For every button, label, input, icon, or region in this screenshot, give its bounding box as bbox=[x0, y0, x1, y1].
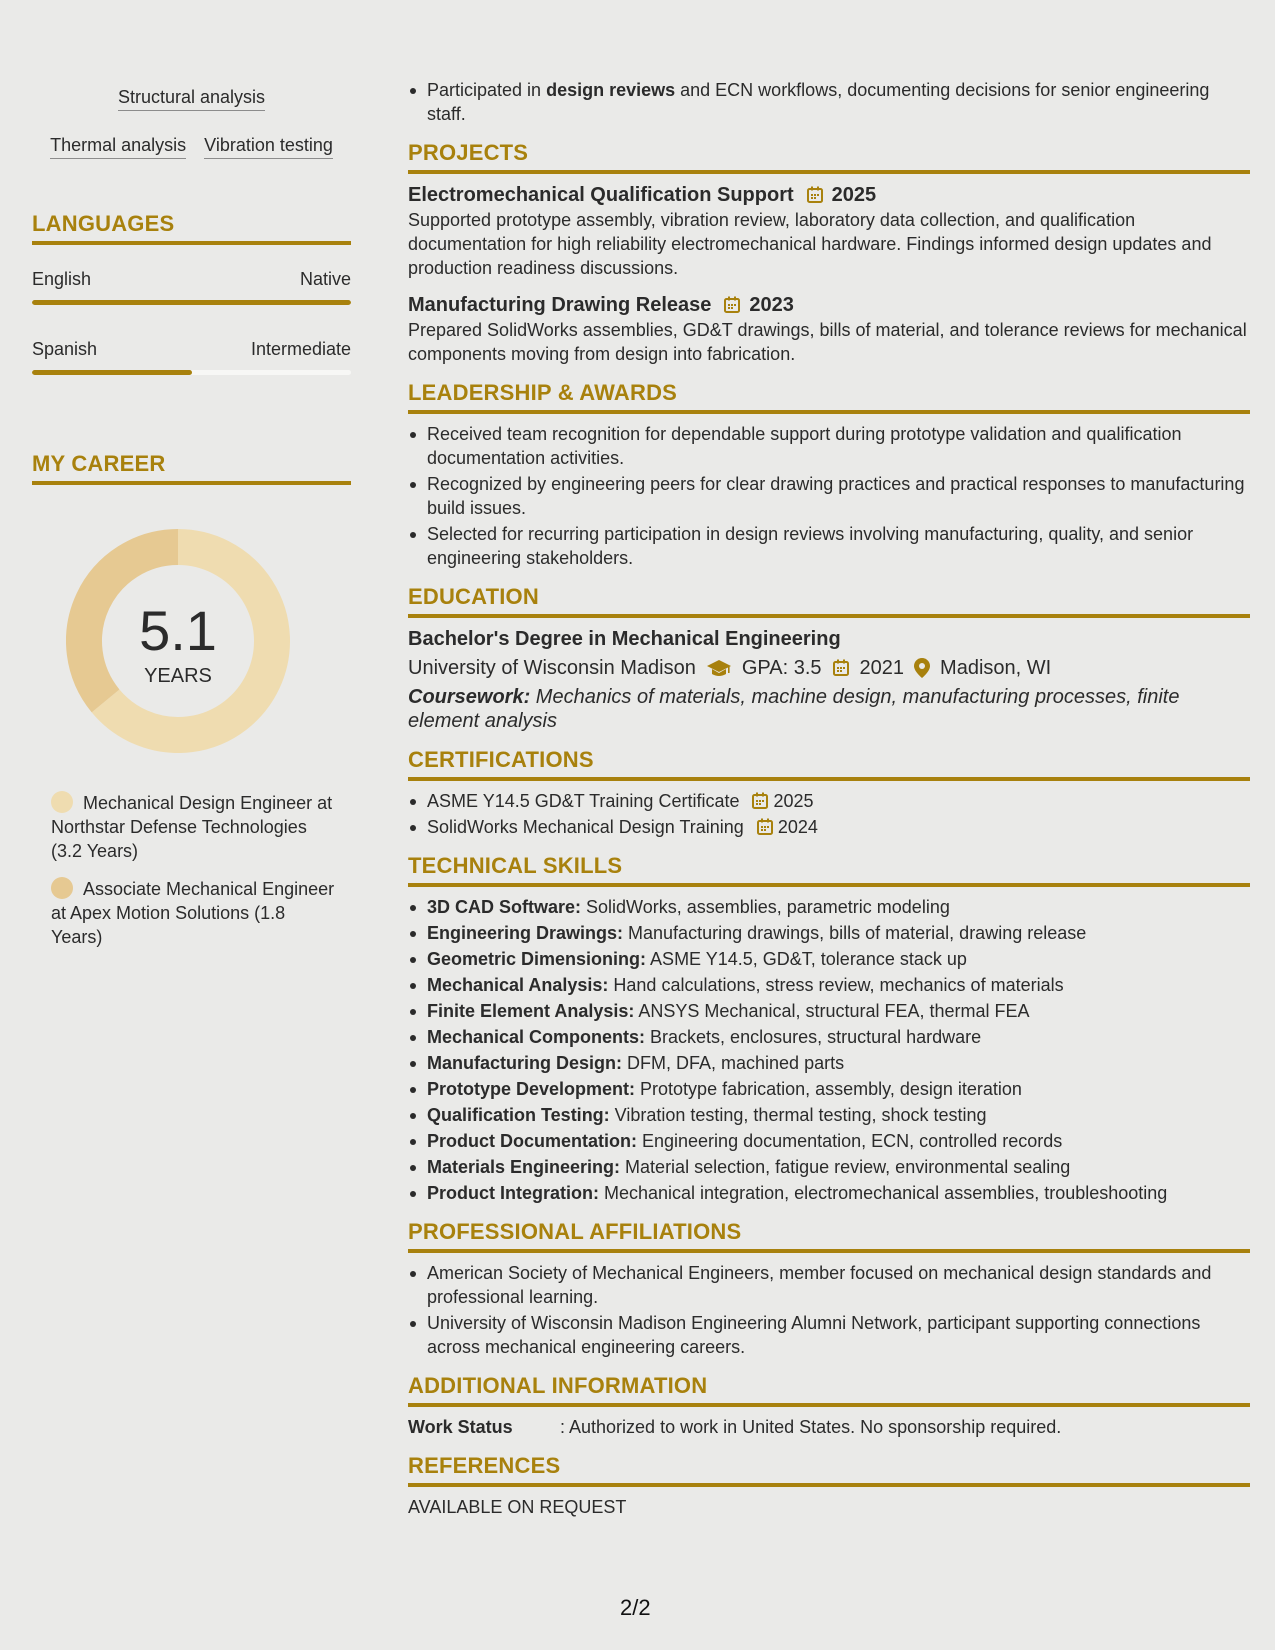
project-year: 2023 bbox=[749, 294, 794, 316]
leadership-heading: LEADERSHIP & AWARDS bbox=[408, 380, 1250, 414]
skill-item bbox=[408, 1025, 1250, 1049]
skill-details: Manufacturing drawings, bills of material, drawing release bbox=[623, 923, 1087, 943]
projects-section bbox=[408, 140, 1250, 366]
calendar-icon bbox=[723, 296, 741, 314]
project-description: Prepared SolidWorks assemblies, GD&T drawings, bills of material, and tolerance reviews for mechanical components moving from design into fabrication. bbox=[408, 320, 1247, 364]
skill-chip: Thermal analysis bbox=[50, 134, 186, 159]
coursework bbox=[408, 685, 1250, 733]
bullet-text: Participated in bbox=[427, 80, 547, 100]
additional-info-heading: ADDITIONAL INFORMATION bbox=[408, 1373, 1250, 1407]
skill-details: ANSYS Mechanical, structural FEA, thermal FEA bbox=[634, 1001, 1030, 1021]
certification-item bbox=[408, 815, 1250, 839]
experience-bullet bbox=[408, 78, 1250, 126]
chip-row bbox=[32, 86, 351, 111]
project-name: Manufacturing Drawing Release bbox=[408, 294, 712, 316]
language-level: Intermediate bbox=[250, 339, 351, 359]
coursework-label: Coursework: bbox=[408, 686, 531, 708]
proficiency-bar-fill bbox=[32, 370, 192, 375]
certifications-list bbox=[408, 789, 1250, 839]
project-name: Electromechanical Qualification Support bbox=[408, 184, 794, 206]
work-status-label: Work Status bbox=[408, 1417, 513, 1437]
skill-details: Hand calculations, stress review, mechanics of materials bbox=[608, 975, 1064, 995]
project-title bbox=[408, 292, 1250, 318]
skill-category: Product Integration: bbox=[427, 1183, 599, 1203]
leadership-section bbox=[408, 380, 1250, 570]
skills-section bbox=[408, 853, 1250, 1205]
proficiency-bar-fill bbox=[32, 300, 351, 305]
education-meta bbox=[408, 655, 1250, 681]
career-heading: MY CAREER bbox=[32, 451, 351, 485]
certification-name: SolidWorks Mechanical Design Training bbox=[427, 817, 744, 837]
school-location: Madison, WI bbox=[940, 657, 1052, 679]
calendar-icon bbox=[756, 818, 774, 836]
skill-category: Materials Engineering: bbox=[427, 1157, 621, 1177]
career-years-label: YEARS bbox=[144, 665, 212, 687]
language-level: Native bbox=[299, 269, 351, 289]
skill-category: Prototype Development: bbox=[427, 1079, 636, 1099]
calendar-icon bbox=[751, 792, 769, 810]
language-item bbox=[32, 338, 351, 375]
projects-heading: PROJECTS bbox=[408, 140, 1250, 174]
legend-dot bbox=[51, 877, 73, 899]
language-name: English bbox=[32, 269, 92, 289]
leadership-item: Selected for recurring participation in design reviews involving manufacturing, quality, and senior engineering stakeholders. bbox=[408, 522, 1250, 570]
certifications-section bbox=[408, 747, 1250, 839]
page-number: 2/2 bbox=[620, 1595, 651, 1620]
skill-category: 3D CAD Software: bbox=[427, 897, 582, 917]
references-value: AVAILABLE ON REQUEST bbox=[408, 1497, 627, 1517]
affiliations-heading: PROFESSIONAL AFFILIATIONS bbox=[408, 1219, 1250, 1253]
skill-item bbox=[408, 1129, 1250, 1153]
skill-category: Geometric Dimensioning: bbox=[427, 949, 647, 969]
work-status-row bbox=[408, 1415, 1250, 1439]
gpa: GPA: 3.5 bbox=[741, 657, 822, 679]
references-section bbox=[408, 1453, 1250, 1519]
skill-item bbox=[408, 1155, 1250, 1179]
skill-details: ASME Y14.5, GD&T, tolerance stack up bbox=[646, 949, 967, 969]
skill-category: Mechanical Components: bbox=[427, 1027, 646, 1047]
additional-info-section bbox=[408, 1373, 1250, 1439]
skill-item bbox=[408, 1051, 1250, 1075]
work-status-value: : Authorized to work in United States. No sponsorship required. bbox=[560, 1417, 1062, 1437]
skill-details: DFM, DFA, machined parts bbox=[622, 1053, 845, 1073]
skill-chip: Structural analysis bbox=[118, 86, 265, 111]
project-description: Supported prototype assembly, vibration review, laboratory data collection, and qualification documentation for high reliability electromechanical hardware. Findings informed design updates and production readiness discussions. bbox=[408, 210, 1212, 278]
affiliations-section bbox=[408, 1219, 1250, 1359]
bullet-bold-text: design reviews bbox=[546, 80, 676, 100]
skill-item bbox=[408, 1181, 1250, 1205]
skill-chips bbox=[32, 86, 351, 182]
proficiency-bar bbox=[32, 370, 351, 375]
calendar-icon bbox=[806, 186, 824, 204]
skill-item bbox=[408, 973, 1250, 997]
certification-year: 2024 bbox=[777, 817, 818, 837]
skill-item bbox=[408, 921, 1250, 945]
skill-details: Engineering documentation, ECN, controlled records bbox=[637, 1131, 1063, 1151]
legend-item bbox=[51, 877, 341, 949]
legend-label: Mechanical Design Engineer at Northstar Defense Technologies (3.2 Years) bbox=[51, 793, 333, 861]
experience-bullets bbox=[408, 78, 1250, 126]
skill-category: Product Documentation: bbox=[427, 1131, 637, 1151]
project-title bbox=[408, 182, 1250, 208]
affiliations-list bbox=[408, 1261, 1250, 1359]
skills-heading: TECHNICAL SKILLS bbox=[408, 853, 1250, 887]
skill-item bbox=[408, 947, 1250, 971]
education-section bbox=[408, 584, 1250, 733]
main-content bbox=[408, 78, 1250, 1519]
career-legend bbox=[51, 791, 341, 963]
skill-category: Engineering Drawings: bbox=[427, 923, 624, 943]
school-name: University of Wisconsin Madison bbox=[408, 657, 696, 679]
affiliation-item: University of Wisconsin Madison Engineering Alumni Network, participant supporting connections across mechanical engineering careers. bbox=[408, 1311, 1250, 1359]
graduation-cap-icon bbox=[706, 658, 732, 678]
legend-dot bbox=[51, 791, 73, 813]
skill-item bbox=[408, 895, 1250, 919]
skill-details: Mechanical integration, electromechanical assemblies, troubleshooting bbox=[599, 1183, 1168, 1203]
skill-details: SolidWorks, assemblies, parametric modeling bbox=[581, 897, 950, 917]
skills-list bbox=[408, 895, 1250, 1205]
project-year: 2025 bbox=[831, 184, 877, 206]
skill-item bbox=[408, 999, 1250, 1023]
skill-category: Mechanical Analysis: bbox=[427, 975, 609, 995]
skill-item bbox=[408, 1077, 1250, 1101]
skill-chip: Vibration testing bbox=[204, 134, 333, 159]
language-item bbox=[32, 268, 351, 305]
location-pin-icon bbox=[914, 658, 930, 678]
skill-details: Material selection, fatigue review, environmental sealing bbox=[620, 1157, 1071, 1177]
certification-year: 2025 bbox=[773, 791, 814, 811]
proficiency-bar bbox=[32, 300, 351, 305]
certification-name: ASME Y14.5 GD&T Training Certificate bbox=[427, 791, 740, 811]
leadership-item: Received team recognition for dependable support during prototype validation and qualification documentation activities. bbox=[408, 422, 1250, 470]
calendar-icon bbox=[832, 659, 850, 677]
skill-category: Manufacturing Design: bbox=[427, 1053, 623, 1073]
skill-details: Vibration testing, thermal testing, shock testing bbox=[609, 1105, 987, 1125]
skill-details: Prototype fabrication, assembly, design iteration bbox=[635, 1079, 1022, 1099]
career-total-years: 5.1 bbox=[139, 599, 217, 662]
leadership-item: Recognized by engineering peers for clear drawing practices and practical responses to manufacturing build issues. bbox=[408, 472, 1250, 520]
language-name: Spanish bbox=[32, 339, 98, 359]
skill-category: Finite Element Analysis: bbox=[427, 1001, 635, 1021]
certification-item bbox=[408, 789, 1250, 813]
leadership-list bbox=[408, 422, 1250, 570]
career-donut-chart bbox=[66, 529, 290, 753]
coursework-text: Mechanics of materials, machine design, manufacturing processes, finite element analysis bbox=[408, 686, 1180, 732]
languages-heading: LANGUAGES bbox=[32, 211, 351, 245]
skill-category: Qualification Testing: bbox=[427, 1105, 610, 1125]
graduation-year: 2021 bbox=[859, 657, 905, 679]
chip-row bbox=[32, 134, 351, 159]
skill-item bbox=[408, 1103, 1250, 1127]
bullet-text: and ECN workflows, documenting decisions for senior engineering staff. bbox=[427, 80, 1210, 124]
affiliation-item: American Society of Mechanical Engineers, member focused on mechanical design standards and professional learning. bbox=[408, 1261, 1250, 1309]
legend-item bbox=[51, 791, 341, 863]
degree-title: Bachelor's Degree in Mechanical Engineering bbox=[408, 628, 841, 650]
legend-label: Associate Mechanical Engineer at Apex Motion Solutions (1.8 Years) bbox=[51, 879, 335, 947]
skill-details: Brackets, enclosures, structural hardware bbox=[645, 1027, 982, 1047]
certifications-heading: CERTIFICATIONS bbox=[408, 747, 1250, 781]
references-heading: REFERENCES bbox=[408, 1453, 1250, 1487]
education-heading: EDUCATION bbox=[408, 584, 1250, 618]
